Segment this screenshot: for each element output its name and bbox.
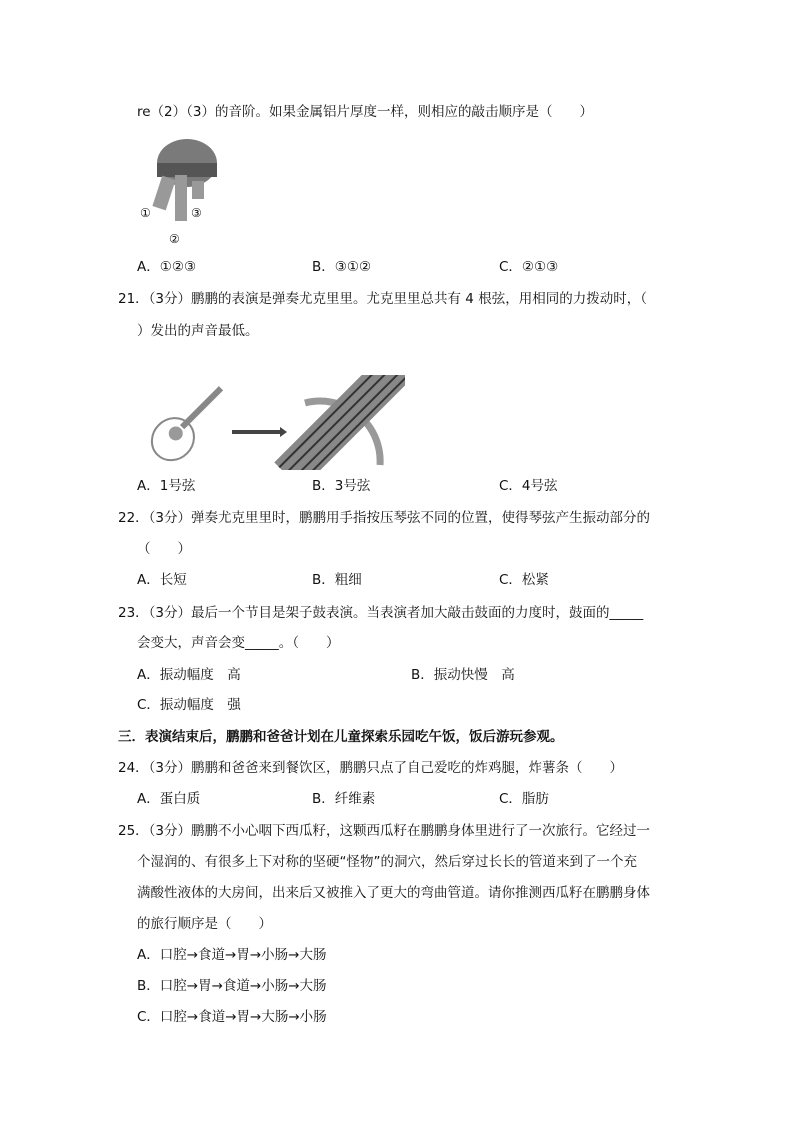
ukulele-figure bbox=[135, 375, 405, 470]
q24-option-a[interactable]: A．蛋白质 bbox=[137, 791, 201, 807]
q23-text: 23．（3分）最后一个节目是架子鼓表演。当表演者加大敲击鼓面的力度时，鼓面的_____ bbox=[118, 605, 644, 621]
section-3-heading: 三．表演结束后，鹏鹏和爸爸计划在儿童探索乐园吃午饭，饭后游玩参观。 bbox=[118, 729, 564, 745]
metallophone-figure bbox=[135, 133, 230, 253]
q25-text-3: 满酸性液体的大房间，出来后又被推入了更大的弯曲管道。请你推测西瓜籽在鹏鹏身体 bbox=[137, 885, 650, 901]
q22-option-c[interactable]: C．松紧 bbox=[499, 572, 549, 588]
q20-text: re（2）（3）的音阶。如果金属铝片厚度一样，则相应的敲击顺序是（ ） bbox=[137, 104, 593, 120]
q20-option-c[interactable]: C．②①③ bbox=[499, 259, 559, 275]
fig-label-3: ③ bbox=[191, 206, 202, 220]
q23-text-2: 会变大，声音会变_____。（ ） bbox=[137, 635, 340, 651]
q22-text: 22．（3分）弹奏尤克里里时，鹏鹏用手指按压琴弦不同的位置，使得琴弦产生振动部分的 bbox=[118, 510, 651, 526]
q25-option-b[interactable]: B．口腔→胃→食道→小肠→大肠 bbox=[137, 978, 327, 994]
q23-option-b[interactable]: B．振动快慢 高 bbox=[411, 667, 515, 683]
q21-option-a[interactable]: A．1号弦 bbox=[137, 478, 196, 494]
fig-label-1: ① bbox=[140, 206, 151, 220]
q21-option-b[interactable]: B．3号弦 bbox=[312, 478, 371, 494]
q22-option-a[interactable]: A．长短 bbox=[137, 572, 187, 588]
q21-option-c[interactable]: C．4号弦 bbox=[499, 478, 558, 494]
q23-option-c[interactable]: C．振动幅度 强 bbox=[137, 697, 241, 713]
q20-option-a[interactable]: A．①②③ bbox=[137, 259, 197, 275]
fig-label-2: ② bbox=[169, 232, 180, 246]
q25-option-c[interactable]: C．口腔→食道→胃→大肠→小肠 bbox=[137, 1009, 327, 1025]
q24-text: 24．（3分）鹏鹏和爸爸来到餐饮区，鹏鹏只点了自己爱吃的炸鸡腿，炸薯条（ ） bbox=[118, 760, 624, 776]
q25-text-4: 的旅行顺序是（ ） bbox=[137, 916, 272, 932]
q24-option-c[interactable]: C．脂肪 bbox=[499, 791, 549, 807]
q21-text: 21．（3分）鹏鹏的表演是弹奏尤克里里。尤克里里总共有 4 根弦，用相同的力拨动时，（ bbox=[118, 291, 647, 307]
q22-text-2: （ ） bbox=[137, 541, 191, 557]
q25-text: 25．（3分）鹏鹏不小心咽下西瓜籽，这颗西瓜籽在鹏鹏身体里进行了一次旅行。它经过一 bbox=[118, 823, 651, 839]
q20-option-b[interactable]: B．③①② bbox=[312, 259, 372, 275]
q25-option-a[interactable]: A．口腔→食道→胃→小肠→大肠 bbox=[137, 947, 327, 963]
q21-text-2: ）发出的声音最低。 bbox=[137, 323, 259, 339]
q22-option-b[interactable]: B．粗细 bbox=[312, 572, 362, 588]
q23-option-a[interactable]: A．振动幅度 高 bbox=[137, 667, 241, 683]
q24-option-b[interactable]: B．纤维素 bbox=[312, 791, 376, 807]
q25-text-2: 个湿润的、有很多上下对称的坚硬“怪物”的洞穴，然后穿过长长的管道来到了一个充 bbox=[137, 854, 637, 870]
